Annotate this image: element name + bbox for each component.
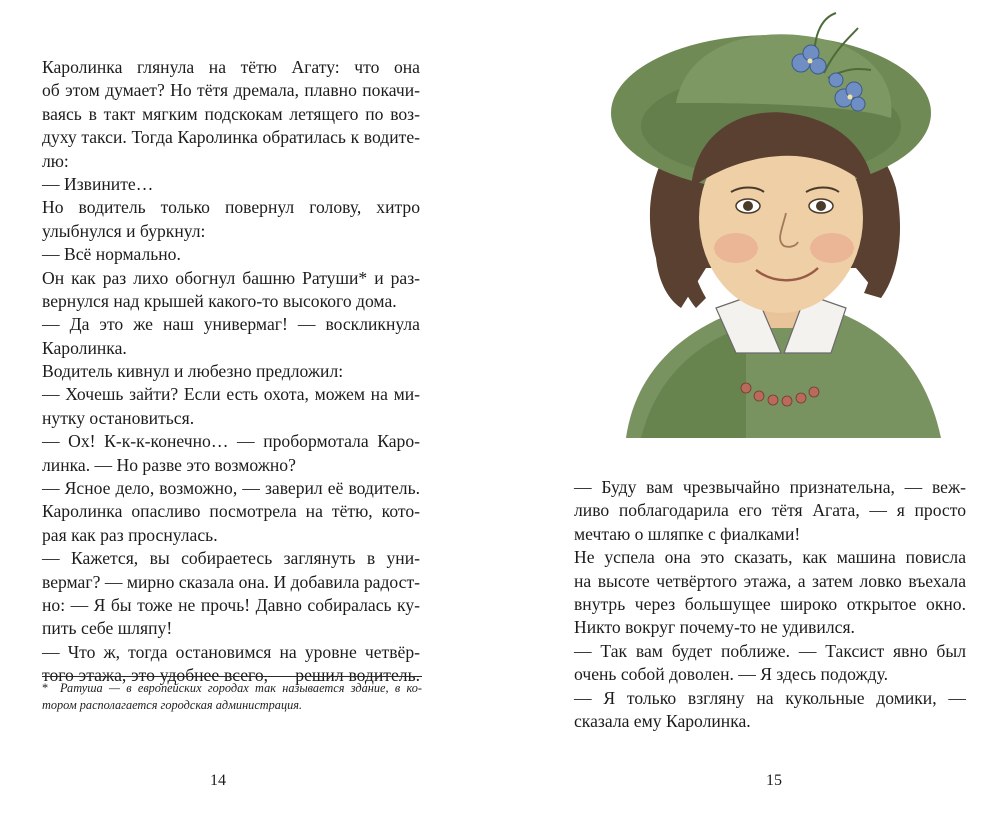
text-line: на высоте четвёртого этажа, а затем ловко въехала <box>574 570 966 591</box>
text-line: того этажа, это удобнее всего, — решил водитель. <box>42 665 420 686</box>
text-line: Он как раз лихо обогнул башню Ратуши* и раз- <box>42 267 420 288</box>
text-line: — Кажется, вы собираетесь заглянуть в уни- <box>42 548 420 569</box>
text-line: — Извините… <box>42 173 154 194</box>
footnote-marker: * <box>42 681 49 695</box>
text-line: пить себе шляпу! <box>42 618 173 639</box>
text-line: — Да это же наш универмаг! — воскликнула <box>42 314 420 335</box>
text-line: Каролинка опасливо посмотрела на тётю, кото- <box>42 501 420 522</box>
text-line: сказала ему Каролинка. <box>574 710 751 731</box>
left-page-text <box>42 56 420 688</box>
footnote-line: тором располагается городская администрация. <box>42 698 303 712</box>
text-line: Но водитель только повернул голову, хитро <box>42 197 420 218</box>
text-line: — Так вам будет поближе. — Таксист явно был <box>574 640 966 661</box>
text-line: — Ох! К-к-к-конечно… — пробормотала Каро- <box>42 431 420 452</box>
portrait-illustration <box>596 8 966 444</box>
text-line: лю: <box>42 150 69 171</box>
footnote-text: Ратуша — в европейских городах так называется здание, в ко- <box>60 681 422 695</box>
right-page <box>500 0 1000 826</box>
text-line: Водитель кивнул и любезно предложил: <box>42 361 344 382</box>
text-line: внутрь через большущее широко открытое окно. <box>574 593 966 614</box>
text-line: — Ясное дело, возможно, — заверил её водитель. <box>42 478 420 499</box>
text-line: нутку остановиться. <box>42 407 195 428</box>
text-line: вернулся над крышей какого-то высокого дома. <box>42 290 397 311</box>
text-line: рая как раз проснулась. <box>42 524 218 545</box>
text-line: — Я только взгляну на кукольные домики, — <box>574 687 966 708</box>
text-line: Каролинка глянула на тётю Агату: что она <box>42 57 420 77</box>
text-line: очень собой доволен. — Я здесь подожду. <box>574 664 889 685</box>
text-line: но: — Я бы тоже не прочь! Давно собиралась ку- <box>42 594 420 615</box>
text-line: — Хочешь зайти? Если есть охота, можем на ми- <box>42 384 420 405</box>
text-line: Никто вокруг почему-то не удивился. <box>574 617 855 638</box>
text-line: ливо поблагодарила его тётя Агата, — я просто <box>574 500 966 521</box>
text-line: линка. — Но разве это возможно? <box>42 454 296 475</box>
text-line: Каролинка. <box>42 337 127 358</box>
text-line: ваясь в такт мягким подскокам летящего по воз- <box>42 103 420 124</box>
page-number: 14 <box>210 772 226 789</box>
footnote-line <box>42 680 422 697</box>
text-line: об этом думает? Но тётя дремала, плавно покачи- <box>42 80 420 101</box>
text-line: мечтаю о шляпке с фиалками! <box>574 523 801 544</box>
text-line: духу такси. Тогда Каролинка обратилась к водите- <box>42 127 420 148</box>
text-line: — Всё нормально. <box>42 244 181 265</box>
text-line: — Буду вам чрезвычайно признательна, — веж- <box>574 477 966 497</box>
footnote-divider <box>42 676 422 677</box>
page-number: 15 <box>766 772 782 789</box>
text-line: Не успела она это сказать, как машина повисла <box>574 547 966 568</box>
text-line: — Что ж, тогда остановимся на уровне четвёр- <box>42 641 420 662</box>
text-line: улыбнулся и буркнул: <box>42 220 206 241</box>
right-page-text <box>574 476 966 733</box>
footnote <box>42 680 422 714</box>
text-line: вермаг? — мирно сказала она. И добавила радост- <box>42 571 420 592</box>
